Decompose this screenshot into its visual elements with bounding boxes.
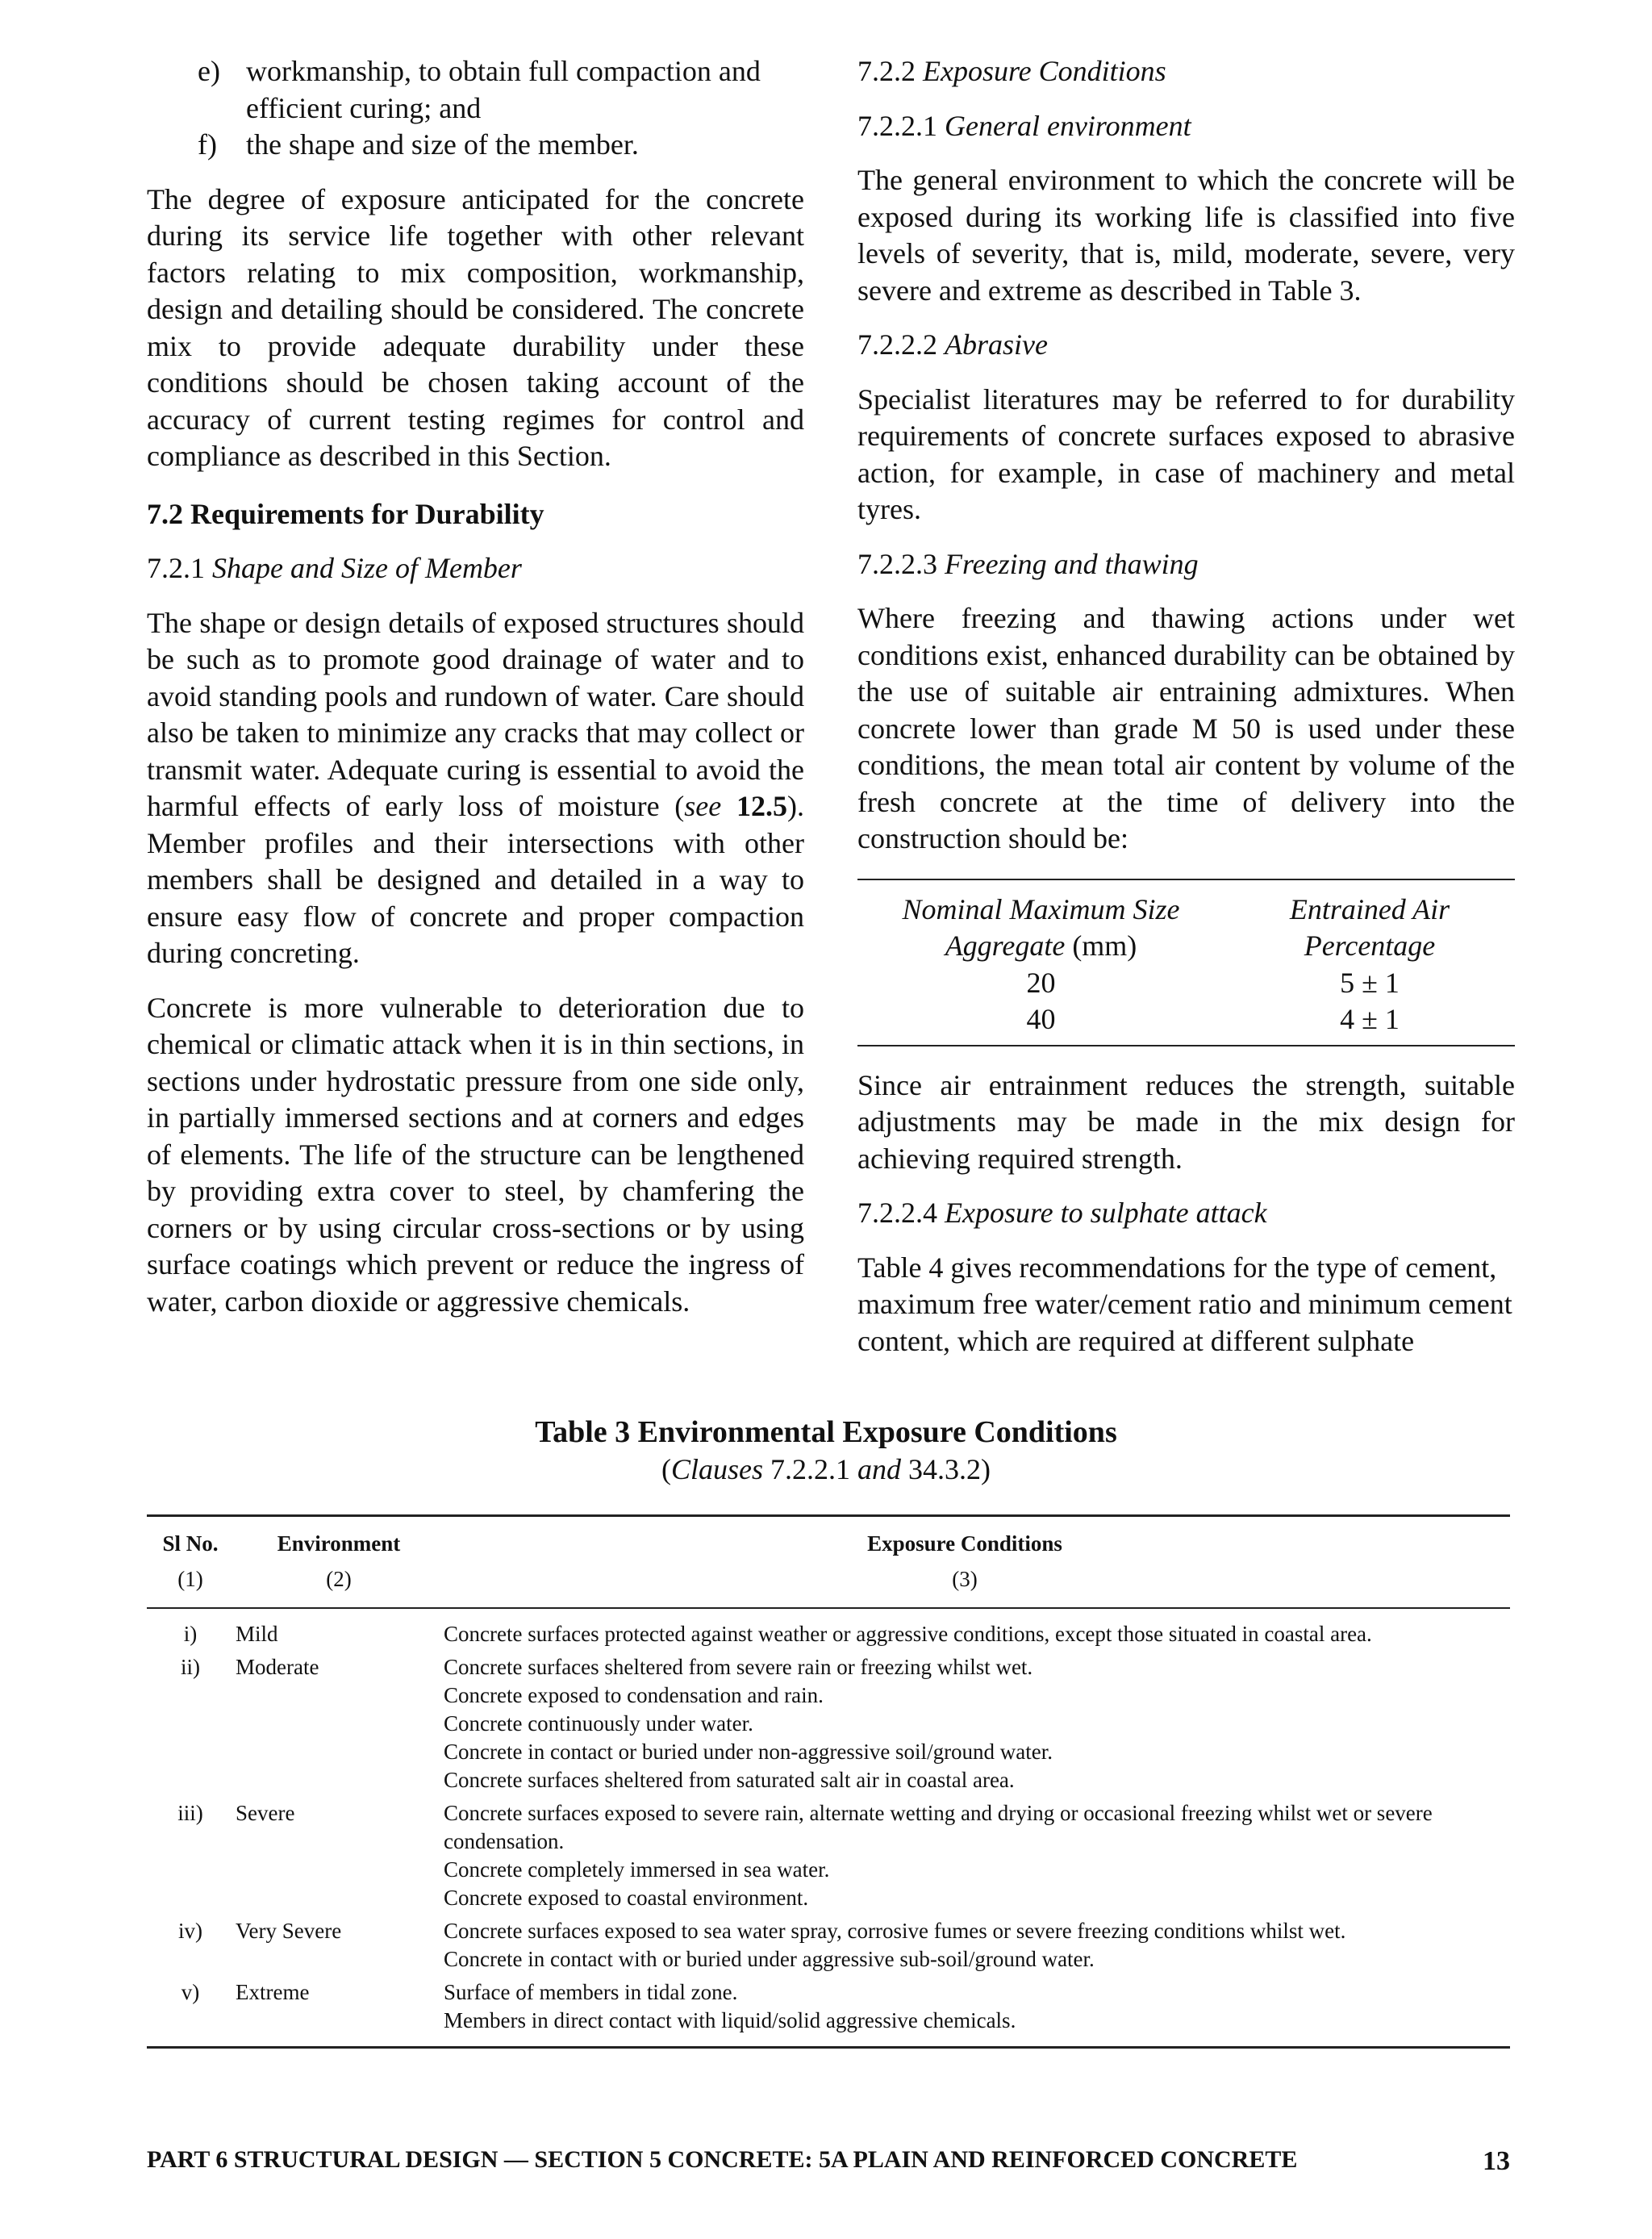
heading-title: Exposure Conditions (923, 55, 1166, 87)
heading-7-2-2-2 (857, 327, 1515, 364)
air-content-table (857, 879, 1515, 1046)
environment-cell: Very Severe (236, 1919, 342, 1943)
table-clauses: (Clauses 7.2.2.1 and 34.3.2) (661, 1453, 991, 1485)
list-item (147, 53, 804, 127)
heading-7-2-1 (147, 550, 804, 587)
paragraph-vulnerability: Concrete is more vulnerable to deterioration due to chemical or climatic attack when it is in thin sections, in sections under hydrostatic pressure from one side only, in partially immersed sections and at corners and edges of elements. The life of the structure can be lengthened by providing extra cover to steel, by chamfering the corners or by using circular cross-sections or by using surface coatings which prevent or reduce the ingress of water, carbon dioxide or aggressive chemicals. (147, 991, 804, 1318)
paragraph-text: The shape or design details of exposed structures should be such as to promote good drainage of water and to avoid standing pools and rundown of water. Care should also be taken to minimize any cracks that may collect or transmit water. Adequate curing is essential to avoid the harmful effects of early loss of moisture ( (147, 606, 804, 822)
heading-number: 7.2.2.2 (857, 328, 937, 361)
condition-line: Concrete surfaces protected against weather or aggressive conditions, except those situated in coastal area. (444, 1622, 1372, 1646)
paragraph-text: ). Member profiles and their intersections with other members shall be designed and detailed in a way to ensure easy flow of concrete and proper compaction during concreting. (147, 790, 804, 969)
environment-cell: Mild (236, 1622, 278, 1646)
header-sl-no: Sl No. (162, 1531, 219, 1556)
header-aggregate-size: Nominal Maximum Size (902, 892, 1180, 925)
condition-line: Concrete completely immersed in sea water. (444, 1857, 830, 1882)
header-entrained-air: Entrained Air (1289, 892, 1450, 925)
table-row (857, 1001, 1515, 1038)
sl-no-cell: iv) (178, 1919, 202, 1943)
heading-7-2-2-4 (857, 1195, 1515, 1232)
paragraph-abrasive: Specialist literatures may be referred to for durability requirements of concrete surfaces exposed to abrasive action, for example, in case of machinery and metal tyres. (857, 382, 1515, 525)
heading-number: 7.2.2.1 (857, 109, 937, 142)
footer-title: PART 6 STRUCTURAL DESIGN — SECTION 5 CONCRETE: 5A PLAIN AND REINFORCED CONCRETE (147, 2146, 1298, 2173)
see-word: see (684, 790, 722, 822)
condition-line: Concrete exposed to condensation and rain. (444, 1683, 824, 1707)
table-row (147, 1653, 1510, 1794)
conditions-cell (444, 1799, 1510, 1912)
header-exposure-conditions: Exposure Conditions (867, 1531, 1062, 1556)
environment-cell: Severe (236, 1801, 295, 1825)
heading-7-2-2-3 (857, 546, 1515, 583)
list-marker: f) (198, 128, 217, 161)
list-marker: e) (198, 55, 220, 87)
condition-line: Concrete surfaces exposed to sea water spray, corrosive fumes or severe freezing conditions whilst wet. (444, 1919, 1346, 1943)
condition-line: Surface of members in tidal zone. (444, 1980, 738, 2004)
header-environment: Environment (277, 1531, 401, 1556)
heading-number: 7.2.2.3 (857, 547, 937, 580)
table-row (857, 965, 1515, 1002)
condition-line: Concrete exposed to coastal environment. (444, 1886, 809, 1910)
header-entrained-air-2: Percentage (1304, 929, 1436, 962)
page-footer (147, 2146, 1510, 2177)
condition-line: Concrete surfaces sheltered from severe rain or freezing whilst wet. (444, 1655, 1033, 1679)
condition-line: Concrete in contact or buried under non-aggressive soil/ground water. (444, 1740, 1053, 1764)
condition-line: Concrete surfaces exposed to severe rain, alternate wetting and drying or occasional freezing whilst wet or severe condensation. (444, 1801, 1433, 1853)
table-row (147, 1978, 1510, 2035)
heading-number: 7.2.1 (147, 552, 205, 584)
table-column-numbers (147, 1567, 1510, 1609)
condition-line: Concrete surfaces sheltered from saturated salt air in coastal area. (444, 1768, 1015, 1792)
table-header-row (857, 928, 1515, 965)
list-text: the shape and size of the member. (246, 128, 639, 161)
table-header-row (147, 1517, 1510, 1567)
conditions-cell (444, 1620, 1510, 1648)
table-row (147, 1799, 1510, 1912)
heading-number: 7.2.2.4 (857, 1197, 937, 1229)
heading-7-2: 7.2 Requirements for Durability (147, 497, 544, 530)
paragraph-sulphate: Table 4 gives recommendations for the type of cement, maximum free water/cement ratio and minimum cement content, which are required at different sulphate (857, 1251, 1512, 1357)
heading-title: General environment (945, 109, 1191, 142)
table-body (147, 1609, 1510, 2049)
column-number: (3) (952, 1567, 978, 1591)
table-row (147, 1917, 1510, 1974)
conditions-cell (444, 1917, 1510, 1974)
heading-title: Exposure to sulphate attack (945, 1197, 1267, 1229)
heading-title: Abrasive (945, 328, 1048, 361)
sl-no-cell: i) (183, 1622, 198, 1646)
environment-cell: Extreme (236, 1980, 310, 2004)
exposure-conditions-table (147, 1514, 1510, 2049)
heading-number: 7.2.2 (857, 55, 916, 87)
table-caption: Table 3 Environmental Exposure Conditions (535, 1415, 1117, 1449)
conditions-cell (444, 1653, 1510, 1794)
paragraph-air-entrainment: Since air entrainment reduces the strength, suitable adjustments may be made in the mix design for achieving required strength. (857, 1068, 1515, 1175)
paragraph-freezing-thawing: Where freezing and thawing actions under wet conditions exist, enhanced durability can be obtained by the use of suitable air entraining admixtures. When concrete lower than grade M 50 is used under these conditions, the mean total air content by volume of the fresh concrete at the time of delivery into the construction should be: (857, 602, 1515, 854)
heading-title: Shape and Size of Member (212, 552, 522, 584)
table-row (147, 1620, 1510, 1648)
aggregate-size-cell: 40 (1026, 1003, 1056, 1035)
condition-line: Concrete continuously under water. (444, 1711, 753, 1736)
air-percentage-cell: 5 ± 1 (1340, 966, 1400, 999)
heading-7-2-2 (857, 53, 1515, 90)
heading-7-2-2-1 (857, 108, 1515, 145)
sl-no-cell: v) (181, 1980, 200, 2004)
conditions-cell (444, 1978, 1510, 2035)
paragraph-exposure-intro: The degree of exposure anticipated for the concrete during its service life together with other relevant factors relating to mix composition, workmanship, design and detailing should be considered. The concrete mix to provide adequate durability under these conditions should be chosen taking account of the accuracy of current testing regimes for control and compliance as described in this Section. (147, 182, 804, 472)
paragraph-general-environment: The general environment to which the concrete will be exposed during its working life is classified into five levels of severity, that is, mild, moderate, severe, very severe and extreme as described in Table 3. (857, 164, 1515, 307)
condition-line: Concrete in contact with or buried under aggressive sub-soil/ground water. (444, 1947, 1095, 1971)
column-number: (2) (326, 1567, 352, 1591)
table-header-row (857, 892, 1515, 929)
list-text: workmanship, to obtain full compaction and efficient curing; and (246, 55, 761, 124)
cross-reference: 12.5 (736, 790, 787, 822)
air-percentage-cell: 4 ± 1 (1340, 1003, 1400, 1035)
sl-no-cell: iii) (177, 1801, 203, 1825)
header-aggregate-size-2: Aggregate (mm) (945, 929, 1137, 962)
right-column (857, 53, 1515, 1360)
condition-line: Members in direct contact with liquid/solid aggressive chemicals. (444, 2008, 1016, 2032)
sl-no-cell: ii) (181, 1655, 200, 1679)
left-column (147, 53, 804, 1320)
environment-cell: Moderate (236, 1655, 319, 1679)
aggregate-size-cell: 20 (1026, 966, 1056, 999)
list-item (147, 127, 804, 164)
column-number: (1) (177, 1567, 203, 1591)
paragraph-shape-size (147, 605, 804, 972)
page-number: 13 (1483, 2146, 1510, 2176)
heading-title: Freezing and thawing (945, 547, 1199, 580)
